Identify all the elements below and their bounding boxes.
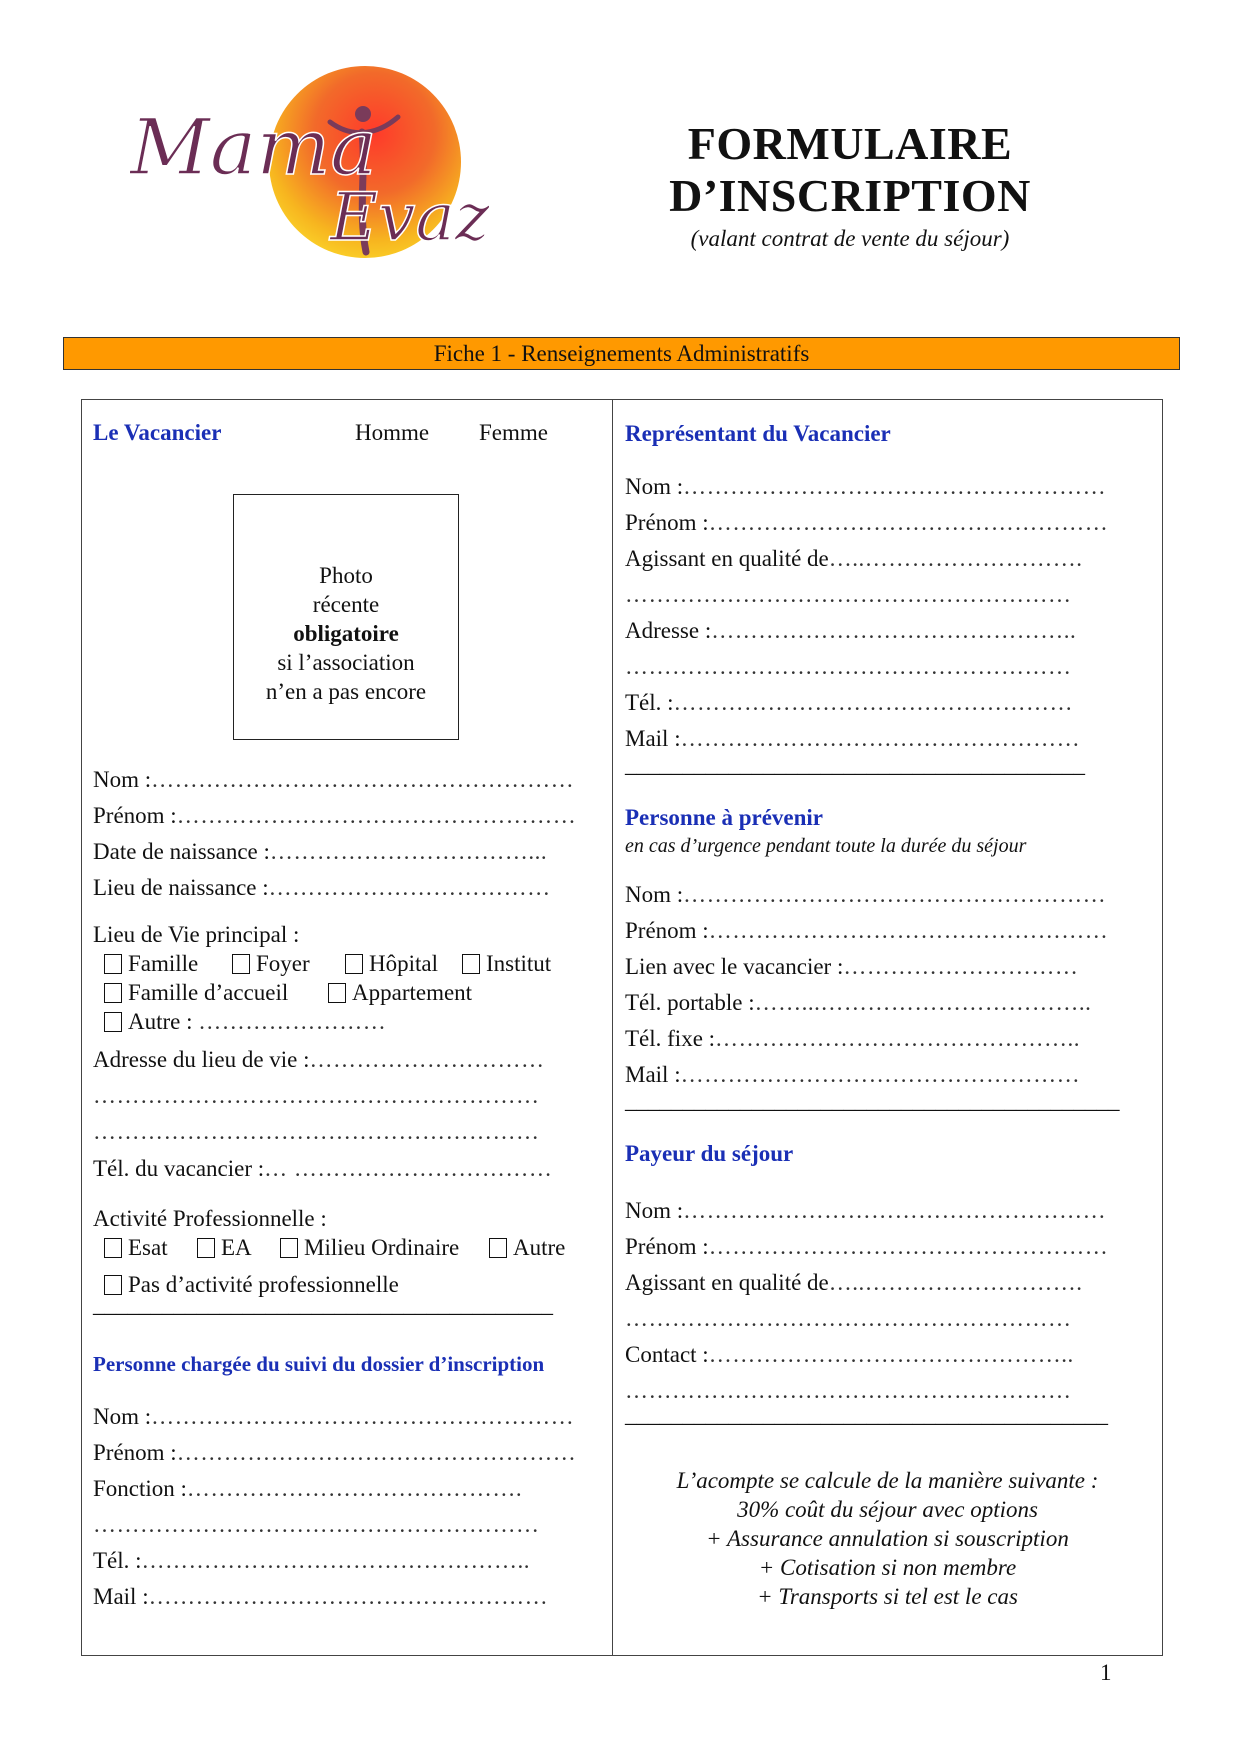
field-dots: …………………… xyxy=(198,1009,387,1034)
checkbox-label: Hôpital xyxy=(369,951,438,976)
field-label: Adresse du lieu de vie : xyxy=(93,1047,310,1072)
checkbox-square[interactable] xyxy=(104,1012,122,1032)
rep-prenom-field[interactable] xyxy=(625,510,1108,536)
checkbox-square[interactable] xyxy=(462,954,480,974)
form-title-line2: D’INSCRIPTION xyxy=(669,170,1031,221)
prevenir-mail-field[interactable] xyxy=(625,1062,1080,1088)
checkbox-milieu-ordinaire[interactable] xyxy=(280,1235,459,1261)
field-label: Mail : xyxy=(625,1062,681,1087)
acompte-note-line-5: + Transports si tel est le cas xyxy=(757,1584,1018,1609)
checkbox-label: Milieu Ordinaire xyxy=(304,1235,460,1260)
checkbox-autre-activite[interactable] xyxy=(489,1235,565,1261)
prevenir-tel-fixe-field[interactable] xyxy=(625,1026,1080,1052)
field-label: Prénom : xyxy=(625,918,709,943)
section-rule: ________________________________________ xyxy=(93,1292,553,1317)
logo-text-mama: Mama xyxy=(130,103,377,193)
field-label: Nom : xyxy=(625,1198,684,1223)
field-label: Agissant en qualité de xyxy=(625,1270,829,1295)
checkbox-hopital[interactable] xyxy=(345,951,438,977)
checkbox-square[interactable] xyxy=(489,1238,507,1258)
field-dots: ………………………………………….. xyxy=(141,1548,531,1573)
vacancier-heading: Le Vacancier xyxy=(93,420,222,445)
field-label: Tél. : xyxy=(93,1548,142,1573)
suivi-nom-field[interactable] xyxy=(93,1404,574,1430)
vacancier-prenom-field[interactable] xyxy=(93,803,576,829)
field-dots: ……………………………... xyxy=(269,839,548,864)
rep-qualite-line-2[interactable]: ………………………………………………… xyxy=(625,582,1072,607)
checkbox-label: Institut xyxy=(486,951,552,976)
field-label: Mail : xyxy=(625,726,681,751)
checkbox-appartement[interactable] xyxy=(328,980,472,1006)
field-label: Agissant en qualité de xyxy=(625,546,829,571)
checkbox-famille-accueil[interactable] xyxy=(104,980,288,1006)
payeur-qualite-line-2[interactable]: ………………………………………………… xyxy=(625,1306,1072,1331)
rep-nom-field[interactable] xyxy=(625,474,1106,500)
photo-text-4: si l’association xyxy=(277,650,415,675)
representant-heading: Représentant du Vacancier xyxy=(625,421,891,446)
form-title-line1: FORMULAIRE xyxy=(687,118,1013,169)
field-dots: ………………………… xyxy=(309,1047,545,1072)
checkbox-label: Appartement xyxy=(352,980,473,1005)
payeur-prenom-field[interactable] xyxy=(625,1234,1108,1260)
field-dots: ……...…………………………….. xyxy=(754,990,1092,1015)
payeur-heading: Payeur du séjour xyxy=(625,1141,794,1166)
field-dots: …..………………………. xyxy=(828,1270,1083,1295)
acompte-note-line-1: L’acompte se calcule de la manière suivante : xyxy=(676,1468,1099,1493)
field-dots: …..………………………. xyxy=(828,546,1083,571)
logo-text-evaz: Evaz xyxy=(330,179,490,256)
prevenir-tel-portable-field[interactable] xyxy=(625,990,1091,1016)
field-label: Lien avec le vacancier : xyxy=(625,954,844,979)
payeur-contact-field[interactable] xyxy=(625,1342,1074,1368)
field-dots: …………………………………………… xyxy=(176,1440,577,1465)
checkbox-square[interactable] xyxy=(345,954,363,974)
suivi-tel-field[interactable] xyxy=(93,1548,530,1574)
section-banner: Fiche 1 - Renseignements Administratifs xyxy=(63,337,1180,370)
field-label: Prénom : xyxy=(625,1234,709,1259)
adresse-line-3[interactable]: ………………………………………………… xyxy=(93,1119,540,1144)
field-label: Nom : xyxy=(93,1404,152,1429)
section-rule: ________________________________________ xyxy=(625,752,1085,777)
field-dots: ……………………………………………… xyxy=(151,767,575,792)
field-label: Prénom : xyxy=(93,803,177,828)
checkbox-label: Foyer xyxy=(256,951,310,976)
field-label: Nom : xyxy=(625,882,684,907)
field-dots: ……………………………………. xyxy=(186,1476,523,1501)
field-dots: ……………………………………….. xyxy=(715,1026,1081,1051)
checkbox-square[interactable] xyxy=(104,1238,122,1258)
checkbox-label: Famille xyxy=(128,951,199,976)
prevenir-heading: Personne à prévenir xyxy=(625,805,824,830)
rep-tel-field[interactable] xyxy=(625,690,1073,716)
checkbox-label: EA xyxy=(221,1235,252,1260)
page-number: 1 xyxy=(1100,1660,1112,1685)
field-label: Prénom : xyxy=(93,1440,177,1465)
form-subtitle: (valant contrat de vente du séjour) xyxy=(690,226,1010,251)
field-label: Nom : xyxy=(625,474,684,499)
field-label: Lieu de naissance : xyxy=(93,875,269,900)
vacancier-date-naissance-field[interactable] xyxy=(93,839,547,865)
acompte-note-line-3: + Assurance annulation si souscription xyxy=(706,1526,1069,1551)
activite-label: Activité Professionnelle : xyxy=(93,1206,327,1231)
checkbox-foyer[interactable] xyxy=(232,951,310,977)
photo-text-1: Photo xyxy=(319,563,373,588)
mamaya-evaz-logo xyxy=(130,62,550,262)
field-dots: ……………………………………….. xyxy=(711,618,1077,643)
field-dots: …………………………………………… xyxy=(708,510,1109,535)
vacancier-nom-field[interactable] xyxy=(93,767,574,793)
checkbox-label: Pas d’activité professionnelle xyxy=(128,1272,399,1297)
checkbox-famille[interactable] xyxy=(104,951,198,977)
photo-text-3: obligatoire xyxy=(293,621,399,646)
homme-option[interactable]: Homme xyxy=(355,420,430,445)
suivi-fonction-field[interactable] xyxy=(93,1476,522,1502)
section-rule: __________________________________________ xyxy=(625,1402,1108,1427)
field-label: Tél. fixe : xyxy=(625,1026,716,1051)
field-dots: ……………………………………………… xyxy=(683,882,1107,907)
adresse-lieu-vie-field[interactable] xyxy=(93,1047,545,1073)
suivi-heading: Personne chargée du suivi du dossier d’inscription xyxy=(93,1352,545,1376)
checkbox-label: Autre xyxy=(513,1235,566,1260)
prevenir-prenom-field[interactable] xyxy=(625,918,1108,944)
rep-qualite-field[interactable] xyxy=(625,546,1083,572)
logo-graphic xyxy=(130,62,550,262)
field-label: Mail : xyxy=(93,1584,149,1609)
suivi-prenom-field[interactable] xyxy=(93,1440,576,1466)
checkbox-square[interactable] xyxy=(197,1238,215,1258)
field-dots: ……………………………………….. xyxy=(708,1342,1074,1367)
section-rule: ___________________________________________ xyxy=(625,1088,1120,1113)
field-label: Date de naissance : xyxy=(93,839,270,864)
field-label: Nom : xyxy=(93,767,152,792)
checkbox-square[interactable] xyxy=(104,954,122,974)
payeur-qualite-field[interactable] xyxy=(625,1270,1083,1296)
acompte-note-line-4: + Cotisation si non membre xyxy=(758,1555,1017,1580)
field-label: Prénom : xyxy=(625,510,709,535)
field-dots: …………………………………………… xyxy=(176,803,577,828)
checkbox-label: Esat xyxy=(128,1235,168,1260)
field-label: Tél. : xyxy=(625,690,674,715)
checkbox-autre-lieu[interactable] xyxy=(104,1009,386,1035)
field-label: Fonction : xyxy=(93,1476,187,1501)
femme-option[interactable]: Femme xyxy=(479,420,548,445)
photo-text-5: n’en a pas encore xyxy=(265,679,427,704)
checkbox-square[interactable] xyxy=(104,983,122,1003)
prevenir-subtitle: en cas d’urgence pendant toute la durée du séjour xyxy=(625,835,1027,857)
field-dots: ……………………………………………… xyxy=(683,474,1107,499)
checkbox-square[interactable] xyxy=(280,1238,298,1258)
photo-box[interactable] xyxy=(233,494,459,740)
field-dots: ……………………………………………… xyxy=(683,1198,1107,1223)
field-label: Tél. portable : xyxy=(625,990,755,1015)
suivi-mail-field[interactable] xyxy=(93,1584,548,1610)
rep-adresse-line-2[interactable]: ………………………………………………… xyxy=(625,654,1072,679)
field-label: Tél. du vacancier : xyxy=(93,1156,265,1181)
checkbox-esat[interactable] xyxy=(104,1235,168,1261)
field-label: Adresse : xyxy=(625,618,712,643)
checkbox-label: Autre : xyxy=(128,1009,193,1034)
checkbox-label: Famille d’accueil xyxy=(128,980,289,1005)
field-dots: ……………………………………………… xyxy=(151,1404,575,1429)
payeur-nom-field[interactable] xyxy=(625,1198,1106,1224)
field-dots: ………………………… xyxy=(843,954,1079,979)
rep-mail-field[interactable] xyxy=(625,726,1080,752)
prevenir-lien-field[interactable] xyxy=(625,954,1078,980)
suivi-fonction-line-2[interactable]: ………………………………………………… xyxy=(93,1512,540,1537)
acompte-note-line-2: 30% coût du séjour avec options xyxy=(737,1497,1038,1522)
checkbox-institut[interactable] xyxy=(462,951,551,977)
field-dots: …………………………………………… xyxy=(680,1062,1081,1087)
field-dots: …………………………………………… xyxy=(680,726,1081,751)
photo-text-2: récente xyxy=(312,592,380,617)
field-dots: …………………………………………… xyxy=(708,918,1109,943)
checkbox-square[interactable] xyxy=(328,983,346,1003)
field-dots: … …………………………… xyxy=(264,1156,553,1181)
adresse-line-2[interactable]: ………………………………………………… xyxy=(93,1083,540,1108)
form-title-block xyxy=(620,118,1080,252)
prevenir-nom-field[interactable] xyxy=(625,882,1106,908)
tel-vacancier-field[interactable] xyxy=(93,1156,552,1182)
lieu-vie-label: Lieu de Vie principal : xyxy=(93,922,300,947)
checkbox-square[interactable] xyxy=(232,954,250,974)
payeur-contact-line-2[interactable]: ………………………………………………… xyxy=(625,1378,1072,1403)
acompte-note xyxy=(612,1466,1163,1611)
field-label: Contact : xyxy=(625,1342,709,1367)
field-dots: …………………………………………… xyxy=(148,1584,549,1609)
checkbox-ea[interactable] xyxy=(197,1235,252,1261)
rep-adresse-field[interactable] xyxy=(625,618,1076,644)
field-dots: …………………………………………… xyxy=(673,690,1074,715)
vacancier-lieu-naissance-field[interactable] xyxy=(93,875,551,901)
field-dots: …………………………………………… xyxy=(708,1234,1109,1259)
field-dots: ……………………………… xyxy=(268,875,551,900)
